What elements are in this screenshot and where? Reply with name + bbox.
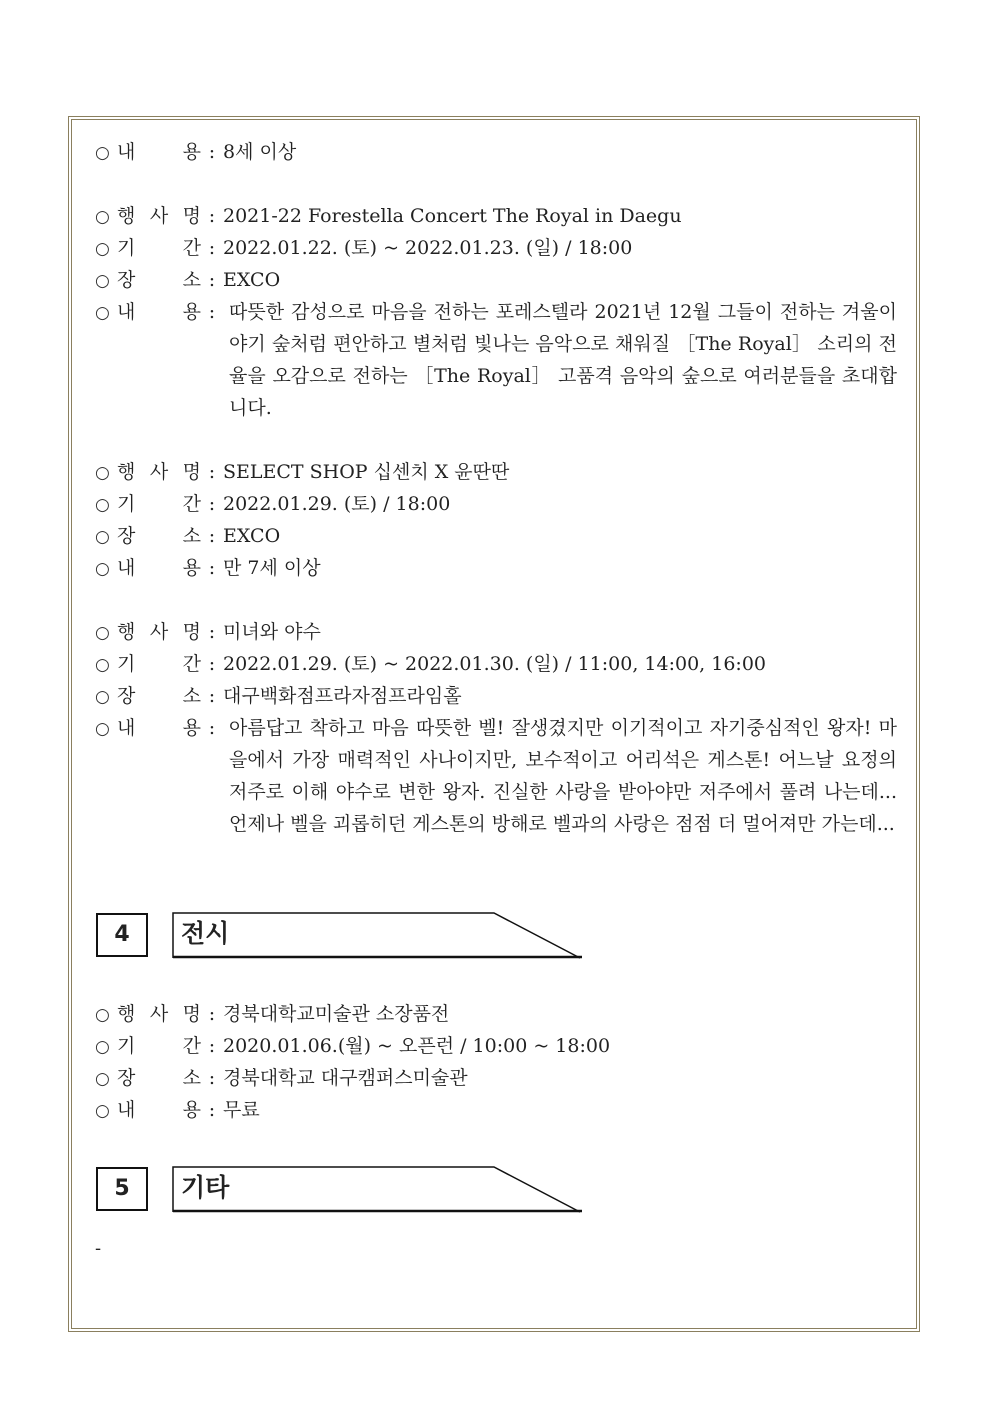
- row-label: 행 사 명: [117, 621, 201, 643]
- section-title: 기타: [181, 1173, 230, 1202]
- row-label: 행 사 명: [117, 205, 201, 227]
- circle-bullet-icon: ○: [95, 495, 110, 515]
- section-number: 4: [96, 913, 148, 957]
- row-label: 장 소: [117, 1067, 201, 1089]
- section-title-tab-shape: [172, 912, 584, 960]
- row-label: 장 소: [117, 269, 201, 291]
- circle-bullet-icon: ○: [95, 1069, 110, 1089]
- row-label: 내 용: [117, 717, 201, 739]
- row-colon: :: [208, 1067, 216, 1089]
- row-colon: :: [208, 301, 216, 323]
- circle-bullet-icon: ○: [95, 1101, 110, 1121]
- circle-bullet-icon: ○: [95, 143, 110, 163]
- row-value: EXCO: [223, 525, 281, 547]
- row-colon: :: [208, 717, 216, 739]
- row-colon: :: [208, 1003, 216, 1025]
- info-row-place: [95, 522, 280, 550]
- row-label: 내 용: [117, 557, 201, 579]
- event-description: 따뜻한 감성으로 마음을 전하는 포레스텔라 2021년 12월 그들이 전하는 겨울이야기 숲처럼 편안하고 별처럼 빛나는 음악으로 채워질 ［The Royal］ 소리의 전율을 오감으로 전하는 ［The Royal］ 고품격 음악의 숲으로 여러분들을 초대합니다.: [229, 301, 897, 419]
- section-number: 5: [96, 1167, 148, 1211]
- circle-bullet-icon: ○: [95, 1005, 110, 1025]
- info-row-place: [95, 266, 280, 294]
- circle-bullet-icon: ○: [95, 687, 110, 707]
- row-colon: :: [208, 237, 216, 259]
- circle-bullet-icon: ○: [95, 1037, 110, 1057]
- row-colon: :: [208, 525, 216, 547]
- row-label: 행 사 명: [117, 1003, 201, 1025]
- info-row-period: [95, 1032, 610, 1060]
- info-row-content: [95, 554, 321, 582]
- row-label: 기 간: [117, 493, 201, 515]
- row-value: 2021-22 Forestella Concert The Royal in Daegu: [223, 205, 682, 227]
- circle-bullet-icon: ○: [95, 719, 110, 739]
- row-label: 기 간: [117, 653, 201, 675]
- row-label: 기 간: [117, 237, 201, 259]
- row-value: 대구백화점프라자점프라임홀: [223, 685, 462, 707]
- info-row-content-label: [95, 298, 223, 326]
- row-colon: :: [208, 653, 216, 675]
- row-value: 8세 이상: [223, 141, 297, 163]
- row-value: 무료: [223, 1099, 260, 1121]
- info-row-name: [95, 618, 321, 646]
- row-value: 경북대학교미술관 소장품전: [223, 1003, 450, 1025]
- circle-bullet-icon: ○: [95, 239, 110, 259]
- info-row-name: [95, 1000, 449, 1028]
- info-row-period: [95, 650, 766, 678]
- circle-bullet-icon: ○: [95, 559, 110, 579]
- circle-bullet-icon: ○: [95, 303, 110, 323]
- row-colon: :: [208, 557, 216, 579]
- circle-bullet-icon: ○: [95, 655, 110, 675]
- circle-bullet-icon: ○: [95, 271, 110, 291]
- row-value: 경북대학교 대구캠퍼스미술관: [223, 1067, 468, 1089]
- info-row-period: [95, 490, 450, 518]
- row-label: 내 용: [117, 1099, 201, 1121]
- row-label: 장 소: [117, 685, 201, 707]
- row-colon: :: [208, 461, 216, 483]
- row-value: 2022.01.22. (토) ~ 2022.01.23. (일) / 18:00: [223, 237, 633, 259]
- row-value: EXCO: [223, 269, 281, 291]
- row-colon: :: [208, 493, 216, 515]
- row-colon: :: [208, 685, 216, 707]
- circle-bullet-icon: ○: [95, 527, 110, 547]
- info-row-content: [95, 138, 296, 166]
- info-row-content: [95, 1096, 260, 1124]
- info-row-place: [95, 1064, 468, 1092]
- circle-bullet-icon: ○: [95, 623, 110, 643]
- row-value: 만 7세 이상: [223, 557, 321, 579]
- row-colon: :: [208, 269, 216, 291]
- section-title: 전시: [181, 919, 230, 948]
- misc-text: -: [95, 1238, 102, 1259]
- info-row-name: [95, 458, 509, 486]
- info-row-content-label: [95, 714, 223, 742]
- row-colon: :: [208, 1035, 216, 1057]
- row-colon: :: [208, 205, 216, 227]
- row-label: 내 용: [117, 301, 201, 323]
- row-value: 미녀와 야수: [223, 621, 321, 643]
- info-row-place: [95, 682, 462, 710]
- section-title-tab-shape: [172, 1166, 584, 1214]
- row-colon: :: [208, 1099, 216, 1121]
- info-row-name: [95, 202, 682, 230]
- row-label: 기 간: [117, 1035, 201, 1057]
- row-label: 행 사 명: [117, 461, 201, 483]
- row-colon: :: [208, 621, 216, 643]
- row-label: 장 소: [117, 525, 201, 547]
- row-value: 2022.01.29. (토) / 18:00: [223, 493, 451, 515]
- row-value: 2022.01.29. (토) ~ 2022.01.30. (일) / 11:00, 14:00, 16:00: [223, 653, 766, 675]
- row-label: 내 용: [117, 141, 201, 163]
- event-description: 아름답고 착하고 마음 따뜻한 벨! 잘생겼지만 이기적이고 자기중심적인 왕자! 마을에서 가장 매력적인 사나이지만, 보수적이고 어리석은 게스톤! 어느날 요정의 저주로 이해 야수로 변한 왕자. 진실한 사랑을 받아야만 저주에서 풀려 나는데... 언제나 벨을 괴롭히던 게스톤의 방해로 벨과의 사랑은 점점 더 멀어져만 가는데...: [229, 717, 897, 835]
- info-row-period: [95, 234, 632, 262]
- row-colon: :: [208, 141, 216, 163]
- circle-bullet-icon: ○: [95, 207, 110, 227]
- row-value: SELECT SHOP 십센치 X 윤딴딴: [223, 461, 510, 483]
- circle-bullet-icon: ○: [95, 463, 110, 483]
- row-value: 2020.01.06.(월) ~ 오픈런 / 10:00 ~ 18:00: [223, 1035, 611, 1057]
